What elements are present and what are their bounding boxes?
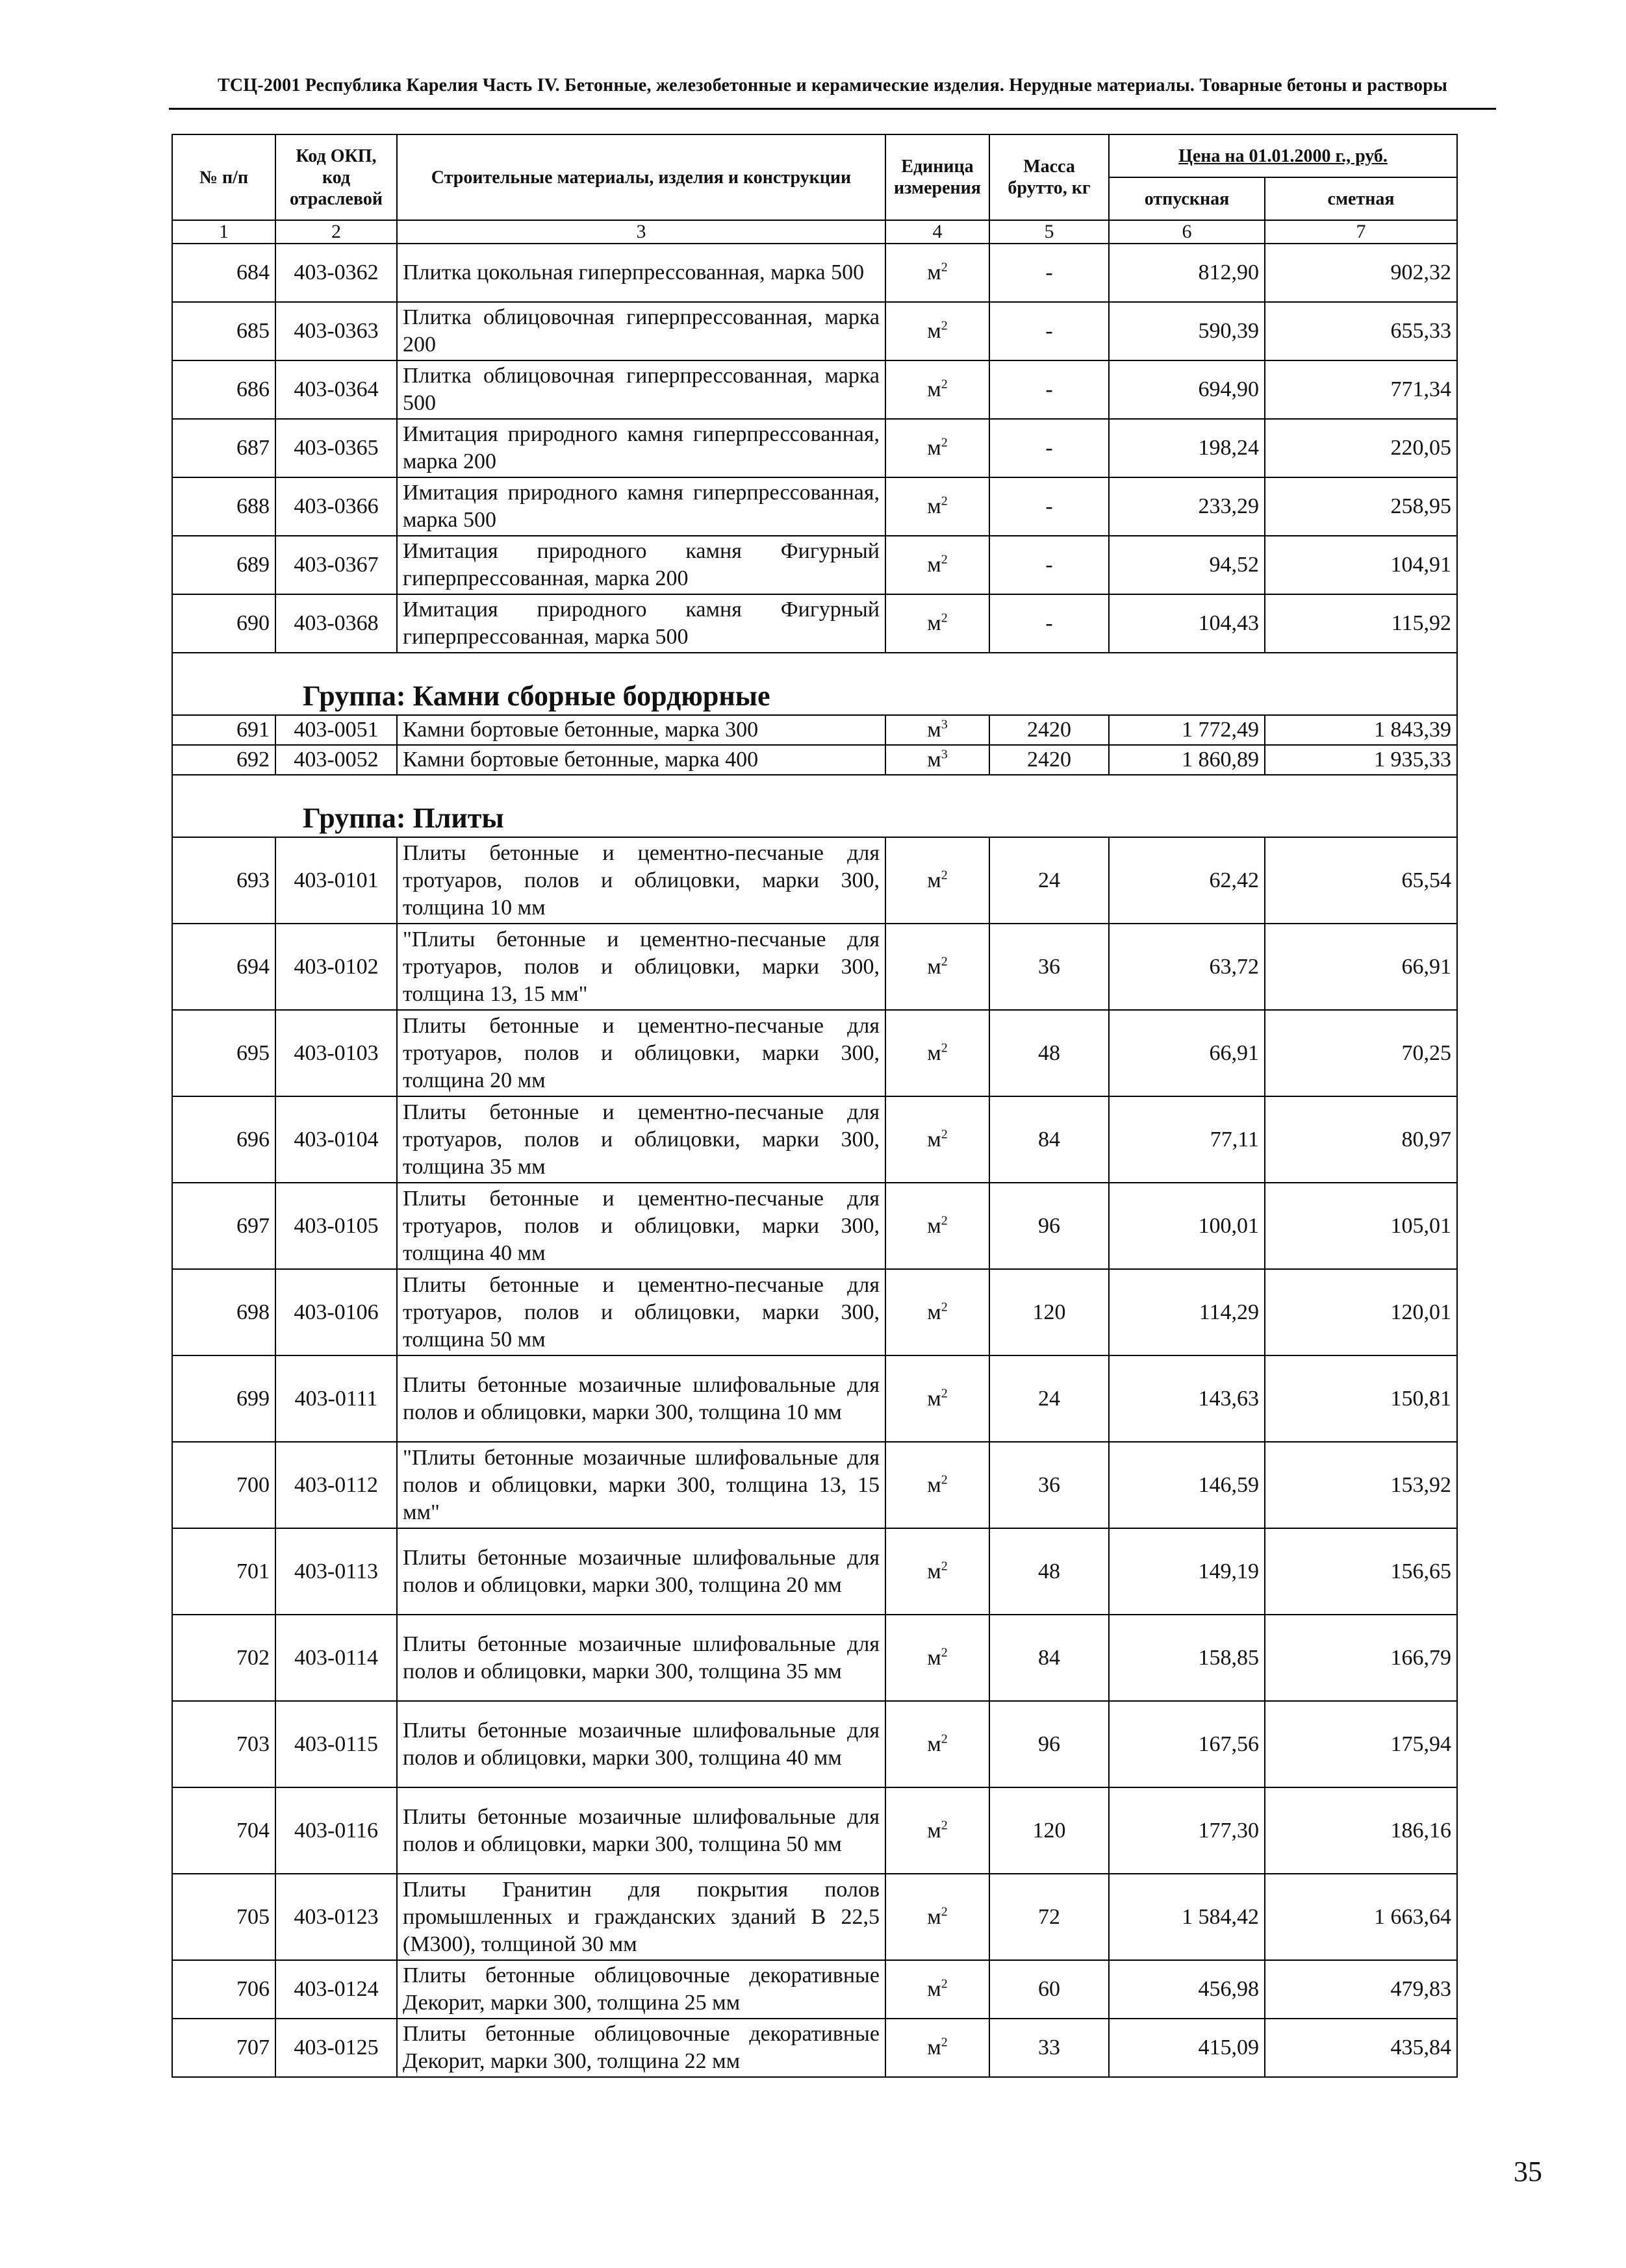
row-number: 697: [172, 1183, 275, 1269]
row-code: 403-0125: [275, 2019, 397, 2077]
row-unit: $м^2$: [885, 594, 989, 653]
row-name: Плиты бетонные мозаичные шлифовальные для полов и облицовки, марки 300, толщина 40 мм: [397, 1701, 885, 1787]
row-name: Плиты бетонные и цементно-песчаные для тротуаров, полов и облицовки, марки 300, толщина 20 мм: [397, 1010, 885, 1096]
row-price-release: 66,91: [1109, 1010, 1265, 1096]
row-unit: $м^2$: [885, 302, 989, 360]
row-number: 695: [172, 1010, 275, 1096]
row-unit: $м^2$: [885, 837, 989, 924]
row-name: Плиты бетонные мозаичные шлифовальные для полов и облицовки, марки 300, толщина 20 мм: [397, 1528, 885, 1615]
row-code: 403-0105: [275, 1183, 397, 1269]
row-code: 403-0104: [275, 1096, 397, 1183]
row-unit: $м^2$: [885, 2019, 989, 2077]
row-number: 705: [172, 1874, 275, 1960]
row-code: 403-0368: [275, 594, 397, 653]
row-unit: $м^2$: [885, 244, 989, 302]
row-mass: 2420: [989, 745, 1109, 775]
row-price-estimate: 105,01: [1265, 1183, 1457, 1269]
unit-label: м: [927, 1472, 941, 1497]
row-code: 403-0366: [275, 477, 397, 536]
row-mass: -: [989, 302, 1109, 360]
row-name: Плиты бетонные облицовочные декоративные Декорит, марки 300, толщина 25 мм: [397, 1960, 885, 2019]
unit-label: м: [927, 494, 941, 518]
row-mass: -: [989, 244, 1109, 302]
table-row: [172, 715, 1457, 745]
row-unit: $м^2$: [885, 1096, 989, 1183]
row-price-release: 143,63: [1109, 1355, 1265, 1442]
row-name: Плитка цокольная гиперпрессованная, марка 500: [397, 244, 885, 302]
header-rule: [169, 108, 1496, 110]
row-name: Имитация природного камня Фигурный гиперпрессованная, марка 500: [397, 594, 885, 653]
row-unit: $м^2$: [885, 1183, 989, 1269]
row-unit: $м^2$: [885, 419, 989, 477]
row-number: 691: [172, 715, 275, 745]
row-name: Камни бортовые бетонные, марка 300: [397, 715, 885, 745]
row-price-release: 167,56: [1109, 1701, 1265, 1787]
row-price-release: 812,90: [1109, 244, 1265, 302]
row-price-estimate: 479,83: [1265, 1960, 1457, 2019]
table-row: [172, 1442, 1457, 1528]
colnum-4: 4: [885, 220, 989, 244]
page-header-title: ТСЦ-2001 Республика Карелия Часть IV. Бетонные, железобетонные и керамические изделия. Нерудные материалы. Товарные бетоны и растворы: [217, 75, 1448, 95]
row-name: Плитка облицовочная гиперпрессованная, марка 200: [397, 302, 885, 360]
row-price-estimate: 186,16: [1265, 1787, 1457, 1874]
unit-label: м: [927, 1977, 941, 2001]
row-number: 707: [172, 2019, 275, 2077]
table-row: [172, 1874, 1457, 1960]
row-number: 703: [172, 1701, 275, 1787]
row-price-estimate: 1 663,64: [1265, 1874, 1457, 1960]
unit-label: м: [927, 954, 941, 979]
table-row: [172, 1096, 1457, 1183]
row-code: 403-0367: [275, 536, 397, 594]
row-code: 403-0115: [275, 1701, 397, 1787]
row-code: 403-0124: [275, 1960, 397, 2019]
row-price-release: 198,24: [1109, 419, 1265, 477]
row-unit: $м^2$: [885, 1787, 989, 1874]
table-row: [172, 1355, 1457, 1442]
row-price-estimate: 166,79: [1265, 1615, 1457, 1701]
table-row: [172, 2019, 1457, 2077]
row-code: 403-0052: [275, 745, 397, 775]
row-code: 403-0363: [275, 302, 397, 360]
row-code: 403-0114: [275, 1615, 397, 1701]
row-number: 694: [172, 924, 275, 1010]
table-row: [172, 302, 1457, 360]
row-mass: -: [989, 360, 1109, 419]
row-mass: -: [989, 419, 1109, 477]
row-price-release: 94,52: [1109, 536, 1265, 594]
row-price-estimate: 70,25: [1265, 1010, 1457, 1096]
unit-label: м: [927, 436, 941, 460]
price-table: [171, 134, 1458, 2078]
row-price-release: 1 584,42: [1109, 1874, 1265, 1960]
unit-label: м: [927, 1904, 941, 1929]
group-title: Группа: Плиты: [172, 775, 1457, 837]
header-price-release: отпускная: [1109, 177, 1265, 220]
row-unit: $м^2$: [885, 477, 989, 536]
row-price-release: 62,42: [1109, 837, 1265, 924]
row-number: 698: [172, 1269, 275, 1355]
row-code: 403-0364: [275, 360, 397, 419]
table-row: [172, 1701, 1457, 1787]
row-mass: 36: [989, 1442, 1109, 1528]
row-name: Имитация природного камня Фигурный гиперпрессованная, марка 200: [397, 536, 885, 594]
row-price-estimate: 104,91: [1265, 536, 1457, 594]
row-code: 403-0103: [275, 1010, 397, 1096]
row-number: 685: [172, 302, 275, 360]
row-price-estimate: 66,91: [1265, 924, 1457, 1010]
header-price-estimate: сметная: [1265, 177, 1457, 220]
row-mass: 84: [989, 1615, 1109, 1701]
row-name: Плиты бетонные и цементно-песчаные для тротуаров, полов и облицовки, марки 300, толщина 10 мм: [397, 837, 885, 924]
row-name: "Плиты бетонные и цементно-песчаные для тротуаров, полов и облицовки, марки 300, толщина 13, 15 мм": [397, 924, 885, 1010]
unit-label: м: [927, 868, 941, 892]
row-number: 689: [172, 536, 275, 594]
row-unit: $м^2$: [885, 536, 989, 594]
row-price-release: 63,72: [1109, 924, 1265, 1010]
row-unit: $м^2$: [885, 1269, 989, 1355]
row-number: 687: [172, 419, 275, 477]
row-price-estimate: 80,97: [1265, 1096, 1457, 1183]
row-price-estimate: 150,81: [1265, 1355, 1457, 1442]
colnum-2: 2: [275, 220, 397, 244]
row-mass: 24: [989, 1355, 1109, 1442]
row-mass: 96: [989, 1701, 1109, 1787]
table-row: [172, 1183, 1457, 1269]
row-price-release: 1 772,49: [1109, 715, 1265, 745]
row-mass: 48: [989, 1528, 1109, 1615]
group-row: [172, 775, 1457, 837]
row-number: 690: [172, 594, 275, 653]
row-number: 696: [172, 1096, 275, 1183]
row-unit: $м^2$: [885, 1010, 989, 1096]
row-price-release: 146,59: [1109, 1442, 1265, 1528]
row-name: Плиты бетонные облицовочные декоративные Декорит, марки 300, толщина 22 мм: [397, 2019, 885, 2077]
row-number: 688: [172, 477, 275, 536]
row-mass: 120: [989, 1787, 1109, 1874]
row-price-estimate: 120,01: [1265, 1269, 1457, 1355]
row-name: Плиты бетонные мозаичные шлифовальные для полов и облицовки, марки 300, толщина 50 мм: [397, 1787, 885, 1874]
column-number-row: [172, 220, 1457, 244]
row-unit: $м^2$: [885, 360, 989, 419]
row-price-estimate: 220,05: [1265, 419, 1457, 477]
row-code: 403-0111: [275, 1355, 397, 1442]
row-unit: $м^2$: [885, 1701, 989, 1787]
unit-label: м: [927, 377, 941, 401]
row-unit: $м^2$: [885, 1442, 989, 1528]
colnum-1: 1: [172, 220, 275, 244]
row-name: Камни бортовые бетонные, марка 400: [397, 745, 885, 775]
row-price-estimate: 156,65: [1265, 1528, 1457, 1615]
row-price-release: 158,85: [1109, 1615, 1265, 1701]
row-mass: 84: [989, 1096, 1109, 1183]
row-mass: 60: [989, 1960, 1109, 2019]
row-code: 403-0113: [275, 1528, 397, 1615]
table-row: [172, 1960, 1457, 2019]
row-price-estimate: 1 935,33: [1265, 745, 1457, 775]
row-number: 692: [172, 745, 275, 775]
row-price-release: 149,19: [1109, 1528, 1265, 1615]
unit-label: м: [927, 1732, 941, 1756]
group-row: [172, 653, 1457, 715]
row-unit: $м^2$: [885, 924, 989, 1010]
row-price-release: 114,29: [1109, 1269, 1265, 1355]
table-row: [172, 594, 1457, 653]
row-unit: $м^2$: [885, 1874, 989, 1960]
row-name: Имитация природного камня гиперпрессованная, марка 500: [397, 477, 885, 536]
row-number: 700: [172, 1442, 275, 1528]
row-code: 403-0101: [275, 837, 397, 924]
unit-label: м: [927, 553, 941, 577]
unit-label: м: [927, 260, 941, 284]
table-row: [172, 1528, 1457, 1615]
table-row: [172, 1787, 1457, 1874]
row-mass: 120: [989, 1269, 1109, 1355]
unit-label: м: [927, 1300, 941, 1324]
colnum-7: 7: [1265, 220, 1457, 244]
row-name: Плиты бетонные и цементно-песчаные для тротуаров, полов и облицовки, марки 300, толщина 35 мм: [397, 1096, 885, 1183]
row-price-estimate: 258,95: [1265, 477, 1457, 536]
unit-label: м: [927, 2035, 941, 2060]
row-name: Плиты бетонные мозаичные шлифовальные для полов и облицовки, марки 300, толщина 10 мм: [397, 1355, 885, 1442]
row-price-estimate: 115,92: [1265, 594, 1457, 653]
row-unit: $м^2$: [885, 1960, 989, 2019]
header-price-group: Цена на 01.01.2000 г., руб.: [1109, 134, 1457, 177]
table-row: [172, 1010, 1457, 1096]
unit-label: м: [927, 1559, 941, 1583]
row-name: Плиты бетонные и цементно-песчаные для тротуаров, полов и облицовки, марки 300, толщина 50 мм: [397, 1269, 885, 1355]
table-row: [172, 360, 1457, 419]
group-title: Группа: Камни сборные бордюрные: [172, 653, 1457, 715]
row-name: Плиты бетонные и цементно-песчаные для тротуаров, полов и облицовки, марки 300, толщина 40 мм: [397, 1183, 885, 1269]
row-price-estimate: 902,32: [1265, 244, 1457, 302]
unit-label: м: [927, 611, 941, 635]
row-number: 704: [172, 1787, 275, 1874]
table-row: [172, 924, 1457, 1010]
row-price-estimate: 153,92: [1265, 1442, 1457, 1528]
row-price-estimate: 435,84: [1265, 2019, 1457, 2077]
row-price-release: 415,09: [1109, 2019, 1265, 2077]
row-mass: 33: [989, 2019, 1109, 2077]
row-name: Имитация природного камня гиперпрессованная, марка 200: [397, 419, 885, 477]
row-mass: 72: [989, 1874, 1109, 1960]
row-price-estimate: 65,54: [1265, 837, 1457, 924]
colnum-3: 3: [397, 220, 885, 244]
row-mass: 96: [989, 1183, 1109, 1269]
row-price-release: 77,11: [1109, 1096, 1265, 1183]
table-row: [172, 837, 1457, 924]
table-row: [172, 1615, 1457, 1701]
unit-label: м: [927, 1127, 941, 1152]
header-unit: Единица измерения: [885, 134, 989, 220]
unit-label: м: [927, 1645, 941, 1670]
row-code: 403-0365: [275, 419, 397, 477]
page-number: 35: [1514, 2156, 1542, 2187]
unit-label: м: [927, 1213, 941, 1238]
row-price-estimate: 175,94: [1265, 1701, 1457, 1787]
colnum-6: 6: [1109, 220, 1265, 244]
row-number: 686: [172, 360, 275, 419]
table-row: [172, 536, 1457, 594]
unit-label: м: [927, 1040, 941, 1065]
row-price-release: 104,43: [1109, 594, 1265, 653]
row-number: 693: [172, 837, 275, 924]
row-number: 701: [172, 1528, 275, 1615]
row-mass: -: [989, 477, 1109, 536]
row-mass: 24: [989, 837, 1109, 924]
header-name: Строительные материалы, изделия и конструкции: [397, 134, 885, 220]
row-unit: $м^2$: [885, 1355, 989, 1442]
unit-label: м: [927, 718, 941, 742]
row-number: 684: [172, 244, 275, 302]
row-price-release: 456,98: [1109, 1960, 1265, 2019]
row-price-release: 233,29: [1109, 477, 1265, 536]
row-price-release: 177,30: [1109, 1787, 1265, 1874]
row-name: "Плиты бетонные мозаичные шлифовальные для полов и облицовки, марки 300, толщина 13, 15 мм": [397, 1442, 885, 1528]
row-price-release: 1 860,89: [1109, 745, 1265, 775]
row-number: 699: [172, 1355, 275, 1442]
row-number: 702: [172, 1615, 275, 1701]
table-row: [172, 419, 1457, 477]
header-code: Код ОКП, код отраслевой: [275, 134, 397, 220]
row-code: 403-0102: [275, 924, 397, 1010]
header-num: № п/п: [172, 134, 275, 220]
row-price-release: 590,39: [1109, 302, 1265, 360]
row-code: 403-0116: [275, 1787, 397, 1874]
row-number: 706: [172, 1960, 275, 2019]
header-mass: Масса брутто, кг: [989, 134, 1109, 220]
row-unit: $м^3$: [885, 745, 989, 775]
table-row: [172, 745, 1457, 775]
table-row: [172, 477, 1457, 536]
row-unit: $м^2$: [885, 1528, 989, 1615]
row-name: Плиты бетонные мозаичные шлифовальные для полов и облицовки, марки 300, толщина 35 мм: [397, 1615, 885, 1701]
unit-label: м: [927, 319, 941, 343]
row-name: Плиты Гранитин для покрытия полов промышленных и гражданских зданий В 22,5 (М300), толщиной 30 мм: [397, 1874, 885, 1960]
unit-label: м: [927, 748, 941, 772]
row-name: Плитка облицовочная гиперпрессованная, марка 500: [397, 360, 885, 419]
row-code: 403-0112: [275, 1442, 397, 1528]
table-row: [172, 244, 1457, 302]
row-code: 403-0362: [275, 244, 397, 302]
row-price-estimate: 655,33: [1265, 302, 1457, 360]
row-code: 403-0106: [275, 1269, 397, 1355]
row-mass: -: [989, 536, 1109, 594]
row-mass: 2420: [989, 715, 1109, 745]
row-unit: $м^2$: [885, 1615, 989, 1701]
row-mass: 48: [989, 1010, 1109, 1096]
table-row: [172, 1269, 1457, 1355]
row-price-release: 100,01: [1109, 1183, 1265, 1269]
row-price-release: 694,90: [1109, 360, 1265, 419]
row-code: 403-0051: [275, 715, 397, 745]
colnum-5: 5: [989, 220, 1109, 244]
unit-label: м: [927, 1818, 941, 1843]
row-unit: $м^3$: [885, 715, 989, 745]
row-price-estimate: 1 843,39: [1265, 715, 1457, 745]
row-price-estimate: 771,34: [1265, 360, 1457, 419]
row-mass: 36: [989, 924, 1109, 1010]
row-mass: -: [989, 594, 1109, 653]
unit-label: м: [927, 1386, 941, 1411]
row-code: 403-0123: [275, 1874, 397, 1960]
